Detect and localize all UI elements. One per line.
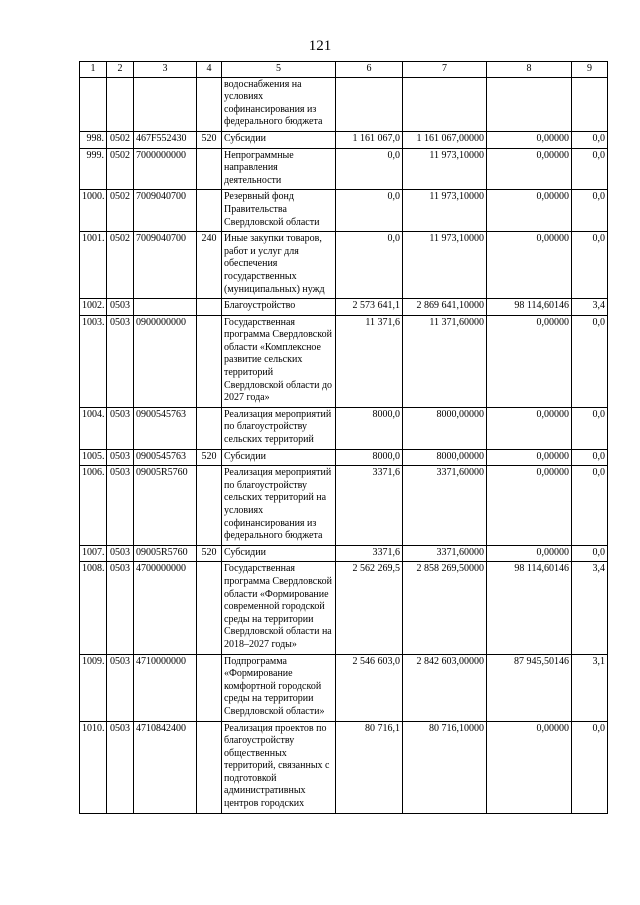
planned-amount: 1 161 067,0 [336, 131, 403, 148]
approved-amount: 1 161 067,00000 [403, 131, 487, 148]
item-name: Реализация мероприятий по благоустройству сельских территорий на условиях софинансирования из федерального бюджета [222, 466, 336, 546]
target-article-code: 7009040700 [134, 232, 197, 299]
target-article-code: 09005R5760 [134, 466, 197, 546]
expense-type-code [197, 407, 222, 449]
target-article-code: 7000000000 [134, 148, 197, 190]
section-code: 0503 [107, 721, 134, 813]
item-name: Реализация проектов по благоустройству общественных территорий, связанных с подготовкой административных центров городских [222, 721, 336, 813]
column-header: 8 [487, 62, 572, 78]
planned-amount: 8000,0 [336, 449, 403, 466]
table-row [80, 466, 608, 546]
table-row [80, 190, 608, 232]
planned-amount [336, 77, 403, 131]
row-number: 1000. [80, 190, 107, 232]
column-header: 6 [336, 62, 403, 78]
section-code: 0503 [107, 299, 134, 316]
planned-amount: 0,0 [336, 148, 403, 190]
execution-percent: 3,4 [572, 562, 608, 654]
item-name: Субсидии [222, 131, 336, 148]
row-number: 1009. [80, 654, 107, 721]
expense-type-code [197, 299, 222, 316]
column-header: 9 [572, 62, 608, 78]
expense-type-code [197, 562, 222, 654]
target-article-code: 4710842400 [134, 721, 197, 813]
section-code: 0502 [107, 148, 134, 190]
table-row [80, 407, 608, 449]
column-header: 7 [403, 62, 487, 78]
planned-amount: 3371,6 [336, 466, 403, 546]
approved-amount: 3371,60000 [403, 466, 487, 546]
table-row [80, 131, 608, 148]
item-name: Непрограммные направления деятельности [222, 148, 336, 190]
executed-amount: 0,00000 [487, 545, 572, 562]
execution-percent: 0,0 [572, 449, 608, 466]
row-number: 1008. [80, 562, 107, 654]
execution-percent: 0,0 [572, 190, 608, 232]
budget-table [79, 61, 608, 814]
target-article-code [134, 77, 197, 131]
planned-amount: 11 371,6 [336, 315, 403, 407]
row-number [80, 77, 107, 131]
executed-amount: 0,00000 [487, 466, 572, 546]
item-name: водоснабжения на условиях софинансирования из федерального бюджета [222, 77, 336, 131]
row-number: 1010. [80, 721, 107, 813]
table-row [80, 449, 608, 466]
expense-type-code [197, 77, 222, 131]
table-row [80, 148, 608, 190]
item-name: Государственная программа Свердловской области «Комплексное развитие сельских территорий Свердловской области до 2027 года» [222, 315, 336, 407]
table-row [80, 315, 608, 407]
execution-percent: 0,0 [572, 131, 608, 148]
approved-amount: 3371,60000 [403, 545, 487, 562]
page-number: 121 [308, 38, 332, 54]
table-row [80, 232, 608, 299]
approved-amount: 11 973,10000 [403, 232, 487, 299]
expense-type-code: 520 [197, 131, 222, 148]
section-code [107, 77, 134, 131]
table-header-row [80, 62, 608, 78]
expense-type-code [197, 466, 222, 546]
executed-amount: 98 114,60146 [487, 299, 572, 316]
planned-amount: 8000,0 [336, 407, 403, 449]
column-header: 4 [197, 62, 222, 78]
item-name: Резервный фонд Правительства Свердловской области [222, 190, 336, 232]
section-code: 0503 [107, 545, 134, 562]
row-number: 1007. [80, 545, 107, 562]
item-name: Подпрограмма «Формирование комфортной городской среды на территории Свердловской области» [222, 654, 336, 721]
execution-percent: 0,0 [572, 545, 608, 562]
target-article-code: 09005R5760 [134, 545, 197, 562]
row-number: 1005. [80, 449, 107, 466]
item-name: Иные закупки товаров, работ и услуг для обеспечения государственных (муниципальных) нужд [222, 232, 336, 299]
approved-amount: 8000,00000 [403, 449, 487, 466]
execution-percent [572, 77, 608, 131]
approved-amount: 2 869 641,10000 [403, 299, 487, 316]
execution-percent: 0,0 [572, 466, 608, 546]
section-code: 0502 [107, 232, 134, 299]
section-code: 0503 [107, 654, 134, 721]
approved-amount: 11 973,10000 [403, 148, 487, 190]
executed-amount: 0,00000 [487, 131, 572, 148]
approved-amount: 8000,00000 [403, 407, 487, 449]
execution-percent: 0,0 [572, 407, 608, 449]
target-article-code: 0900000000 [134, 315, 197, 407]
column-header: 1 [80, 62, 107, 78]
execution-percent: 0,0 [572, 148, 608, 190]
row-number: 999. [80, 148, 107, 190]
item-name: Реализация мероприятий по благоустройству сельских территорий [222, 407, 336, 449]
target-article-code: 4700000000 [134, 562, 197, 654]
section-code: 0502 [107, 190, 134, 232]
target-article-code: 0900545763 [134, 449, 197, 466]
item-name: Государственная программа Свердловской области «Формирование современной городской среды на территории Свердловской области на 2018–2027 годы» [222, 562, 336, 654]
planned-amount: 3371,6 [336, 545, 403, 562]
executed-amount: 0,00000 [487, 407, 572, 449]
approved-amount: 2 858 269,50000 [403, 562, 487, 654]
expense-type-code: 520 [197, 449, 222, 466]
execution-percent: 3,1 [572, 654, 608, 721]
planned-amount: 2 546 603,0 [336, 654, 403, 721]
executed-amount: 98 114,60146 [487, 562, 572, 654]
execution-percent: 0,0 [572, 315, 608, 407]
section-code: 0503 [107, 562, 134, 654]
execution-percent: 0,0 [572, 232, 608, 299]
table-row [80, 654, 608, 721]
item-name: Субсидии [222, 545, 336, 562]
column-header: 3 [134, 62, 197, 78]
executed-amount: 0,00000 [487, 148, 572, 190]
execution-percent: 0,0 [572, 721, 608, 813]
executed-amount: 0,00000 [487, 232, 572, 299]
table-row [80, 721, 608, 813]
row-number: 1002. [80, 299, 107, 316]
table-row [80, 77, 608, 131]
section-code: 0503 [107, 315, 134, 407]
section-code: 0503 [107, 407, 134, 449]
approved-amount: 11 973,10000 [403, 190, 487, 232]
approved-amount [403, 77, 487, 131]
planned-amount: 2 562 269,5 [336, 562, 403, 654]
executed-amount: 0,00000 [487, 190, 572, 232]
column-header: 2 [107, 62, 134, 78]
item-name: Благоустройство [222, 299, 336, 316]
executed-amount: 87 945,50146 [487, 654, 572, 721]
expense-type-code: 520 [197, 545, 222, 562]
approved-amount: 2 842 603,00000 [403, 654, 487, 721]
planned-amount: 0,0 [336, 190, 403, 232]
planned-amount: 2 573 641,1 [336, 299, 403, 316]
executed-amount: 0,00000 [487, 449, 572, 466]
row-number: 1001. [80, 232, 107, 299]
executed-amount: 0,00000 [487, 315, 572, 407]
target-article-code: 467F552430 [134, 131, 197, 148]
row-number: 1004. [80, 407, 107, 449]
table-row [80, 545, 608, 562]
column-header: 5 [222, 62, 336, 78]
row-number: 998. [80, 131, 107, 148]
target-article-code: 4710000000 [134, 654, 197, 721]
expense-type-code [197, 315, 222, 407]
approved-amount: 80 716,10000 [403, 721, 487, 813]
expense-type-code: 240 [197, 232, 222, 299]
expense-type-code [197, 190, 222, 232]
planned-amount: 80 716,1 [336, 721, 403, 813]
planned-amount: 0,0 [336, 232, 403, 299]
section-code: 0503 [107, 449, 134, 466]
expense-type-code [197, 654, 222, 721]
executed-amount [487, 77, 572, 131]
table-row [80, 562, 608, 654]
expense-type-code [197, 148, 222, 190]
section-code: 0502 [107, 131, 134, 148]
table-row [80, 299, 608, 316]
target-article-code: 0900545763 [134, 407, 197, 449]
approved-amount: 11 371,60000 [403, 315, 487, 407]
section-code: 0503 [107, 466, 134, 546]
target-article-code: 7009040700 [134, 190, 197, 232]
expense-type-code [197, 721, 222, 813]
row-number: 1003. [80, 315, 107, 407]
target-article-code [134, 299, 197, 316]
row-number: 1006. [80, 466, 107, 546]
executed-amount: 0,00000 [487, 721, 572, 813]
item-name: Субсидии [222, 449, 336, 466]
execution-percent: 3,4 [572, 299, 608, 316]
